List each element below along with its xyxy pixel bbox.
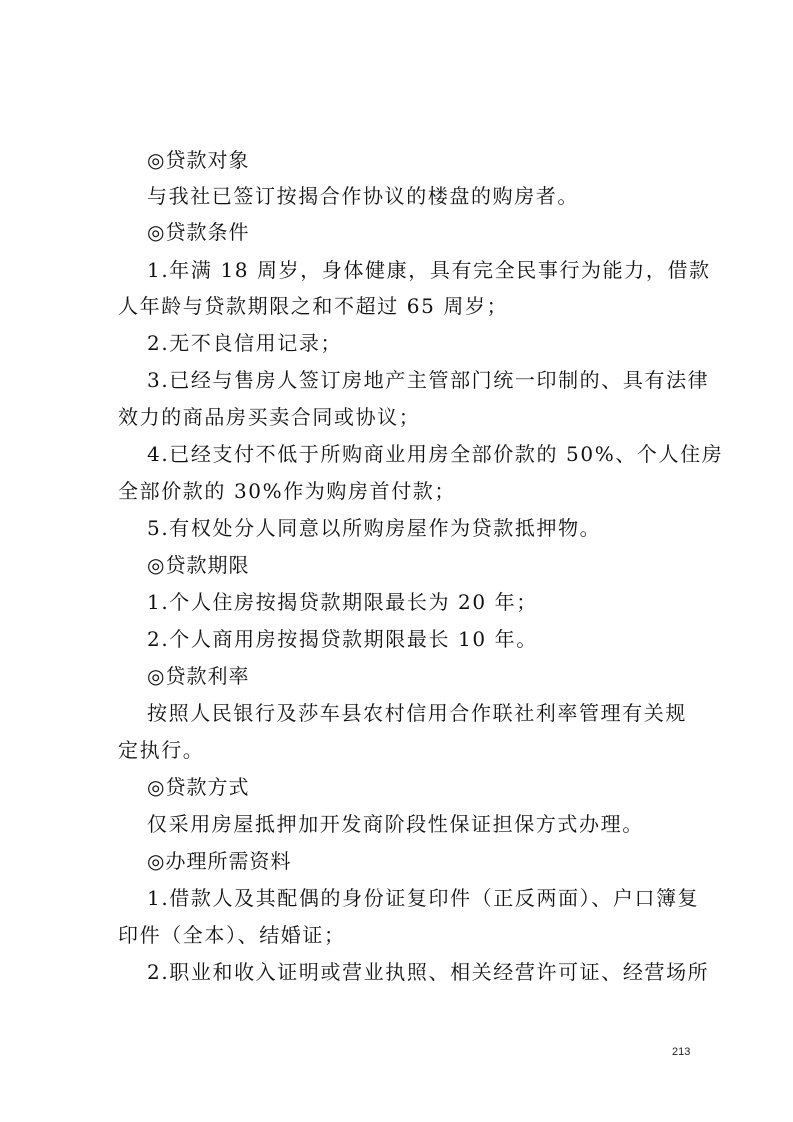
materials-item-2-line-1: 2.职业和收入证明或营业执照、相关经营许可证、经营场所 (147, 960, 710, 984)
condition-item-5: 5.有权处分人同意以所购房屋作为贷款抵押物。 (147, 516, 602, 540)
condition-item-1-line-1: 1.年满 18 周岁，身体健康，具有完全民事行为能力，借款 (147, 258, 711, 282)
condition-item-1-line-2: 人年龄与贷款期限之和不超过 65 周岁； (118, 294, 509, 318)
section-heading-loan-conditions: ◎贷款条件 (147, 220, 250, 244)
section-heading-required-materials: ◎办理所需资料 (147, 849, 292, 873)
section-heading-loan-rate: ◎贷款利率 (147, 664, 250, 688)
section-heading-loan-term: ◎贷款期限 (147, 553, 250, 577)
loan-target-text: 与我社已签订按揭合作协议的楼盘的购房者。 (147, 184, 579, 208)
materials-item-1-line-2: 印件（全本）、结婚证； (118, 923, 346, 947)
rate-text-line-2: 定执行。 (118, 738, 205, 762)
materials-item-1-line-1: 1.借款人及其配偶的身份证复印件（正反两面）、户口簿复 (147, 886, 700, 910)
condition-item-3-line-1: 3.已经与售房人签订房地产主管部门统一印制的、具有法律 (147, 368, 710, 392)
rate-text-line-1: 按照人民银行及莎车县农村信用合作联社利率管理有关规 (147, 701, 687, 725)
section-heading-loan-target: ◎贷款对象 (147, 148, 250, 172)
term-item-2: 2.个人商用房按揭贷款期限最长 10 年。 (147, 627, 538, 651)
condition-item-2: 2.无不良信用记录； (147, 331, 343, 355)
condition-item-4-line-2: 全部价款的 30%作为购房首付款； (118, 479, 457, 503)
condition-item-4-line-1: 4.已经支付不低于所购商业用房全部价款的 50%、个人住房 (147, 442, 724, 466)
condition-item-3-line-2: 效力的商品房买卖合同或协议； (118, 405, 421, 429)
section-heading-loan-method: ◎贷款方式 (147, 775, 250, 799)
term-item-1: 1.个人住房按揭贷款期限最长为 20 年； (147, 590, 538, 614)
page-number: 213 (672, 1046, 691, 1058)
method-text: 仅采用房屋抵押加开发商阶段性保证担保方式办理。 (147, 812, 644, 836)
